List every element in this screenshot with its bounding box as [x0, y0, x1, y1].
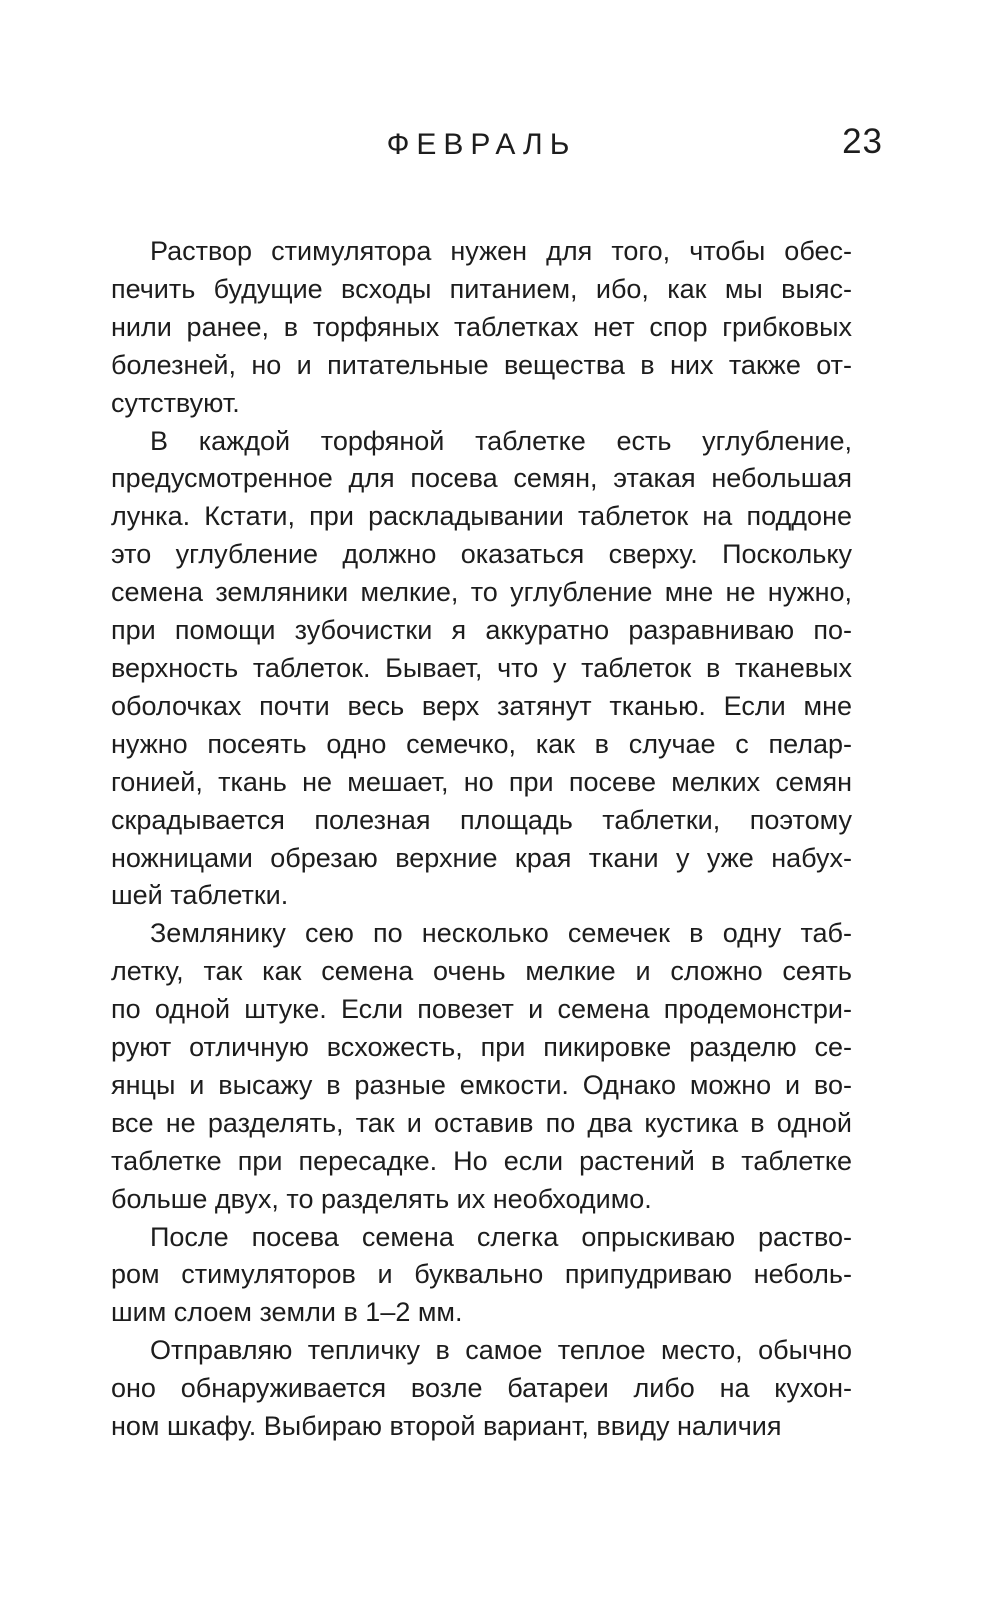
text-line: по одной штуке. Если повезет и семена продемонстри-: [111, 994, 852, 1025]
text-line: болезней, но и питательные вещества в них также от-: [111, 349, 852, 380]
text-line: янцы и высажу в разные емкости. Однако можно и во-: [111, 1069, 852, 1100]
text-line: таблетке при пересадке. Но если растений в таблетке: [111, 1145, 852, 1176]
text-line: при помощи зубочистки я аккуратно разравниваю по-: [111, 615, 852, 646]
text-line: нужно посеять одно семечко, как в случае с пелар-: [111, 728, 852, 759]
text-line: предусмотренное для посева семян, этакая небольшая: [111, 463, 852, 494]
chapter-title: ФЕВРАЛЬ: [386, 128, 577, 161]
text-line: ном шкафу. Выбираю второй вариант, ввиду наличия: [111, 1411, 782, 1442]
text-line: ром стимуляторов и буквально припудриваю неболь-: [111, 1259, 852, 1290]
text-line: гонией, ткань не мешает, но при посеве мелких семян: [111, 766, 852, 797]
text-line: шим слоем земли в 1–2 мм.: [111, 1297, 463, 1328]
paragraph: [111, 423, 852, 916]
text-line: сутствуют.: [111, 387, 240, 418]
paragraph: [111, 233, 852, 423]
text-line: больше двух, то разделять их необходимо.: [111, 1183, 652, 1214]
paragraph: [111, 915, 852, 1218]
text-line: Землянику сею по несколько семечек в одну таб-: [150, 918, 852, 949]
text-line: Раствор стимулятора нужен для того, чтобы обес-: [150, 236, 852, 266]
text-line: шей таблетки.: [111, 880, 289, 911]
text-line: семена земляники мелкие, то углубление мне не нужно,: [111, 577, 852, 608]
paragraph: [111, 1219, 852, 1333]
page-number: 23: [842, 122, 883, 161]
running-header: [111, 128, 852, 168]
text-line: верхность таблеток. Бывает, что у таблеток в тканевых: [111, 652, 852, 683]
paragraph: [111, 1332, 852, 1446]
text-line: лунка. Кстати, при раскладывании таблеток на поддоне: [111, 501, 852, 532]
text-line: летку, так как семена очень мелкие и сложно сеять: [111, 956, 852, 987]
text-line: После посева семена слегка опрыскиваю раство-: [150, 1221, 852, 1252]
text-line: печить будущие всходы питанием, ибо, как мы выяс-: [111, 273, 852, 304]
text-line: все не разделять, так и оставив по два кустика в одной: [111, 1107, 852, 1138]
text-line: нили ранее, в торфяных таблетках нет спор грибковых: [111, 311, 852, 342]
text-line: скрадывается полезная площадь таблетки, поэтому: [111, 804, 852, 835]
text-line: это углубление должно оказаться сверху. Поскольку: [111, 539, 852, 570]
text-line: руют отличную всхожесть, при пикировке разделю се-: [111, 1032, 852, 1063]
text-line: оболочках почти весь верх затянут тканью. Если мне: [111, 690, 852, 721]
text-line: оно обнаруживается возле батареи либо на кухон-: [111, 1373, 852, 1404]
text-line: Отправляю тепличку в самое теплое место, обычно: [150, 1335, 852, 1366]
text-line: ножницами обрезаю верхние края ткани у уже набух-: [111, 842, 852, 873]
text-line: В каждой торфяной таблетке есть углубление,: [150, 425, 852, 456]
page-body: [111, 233, 852, 1446]
